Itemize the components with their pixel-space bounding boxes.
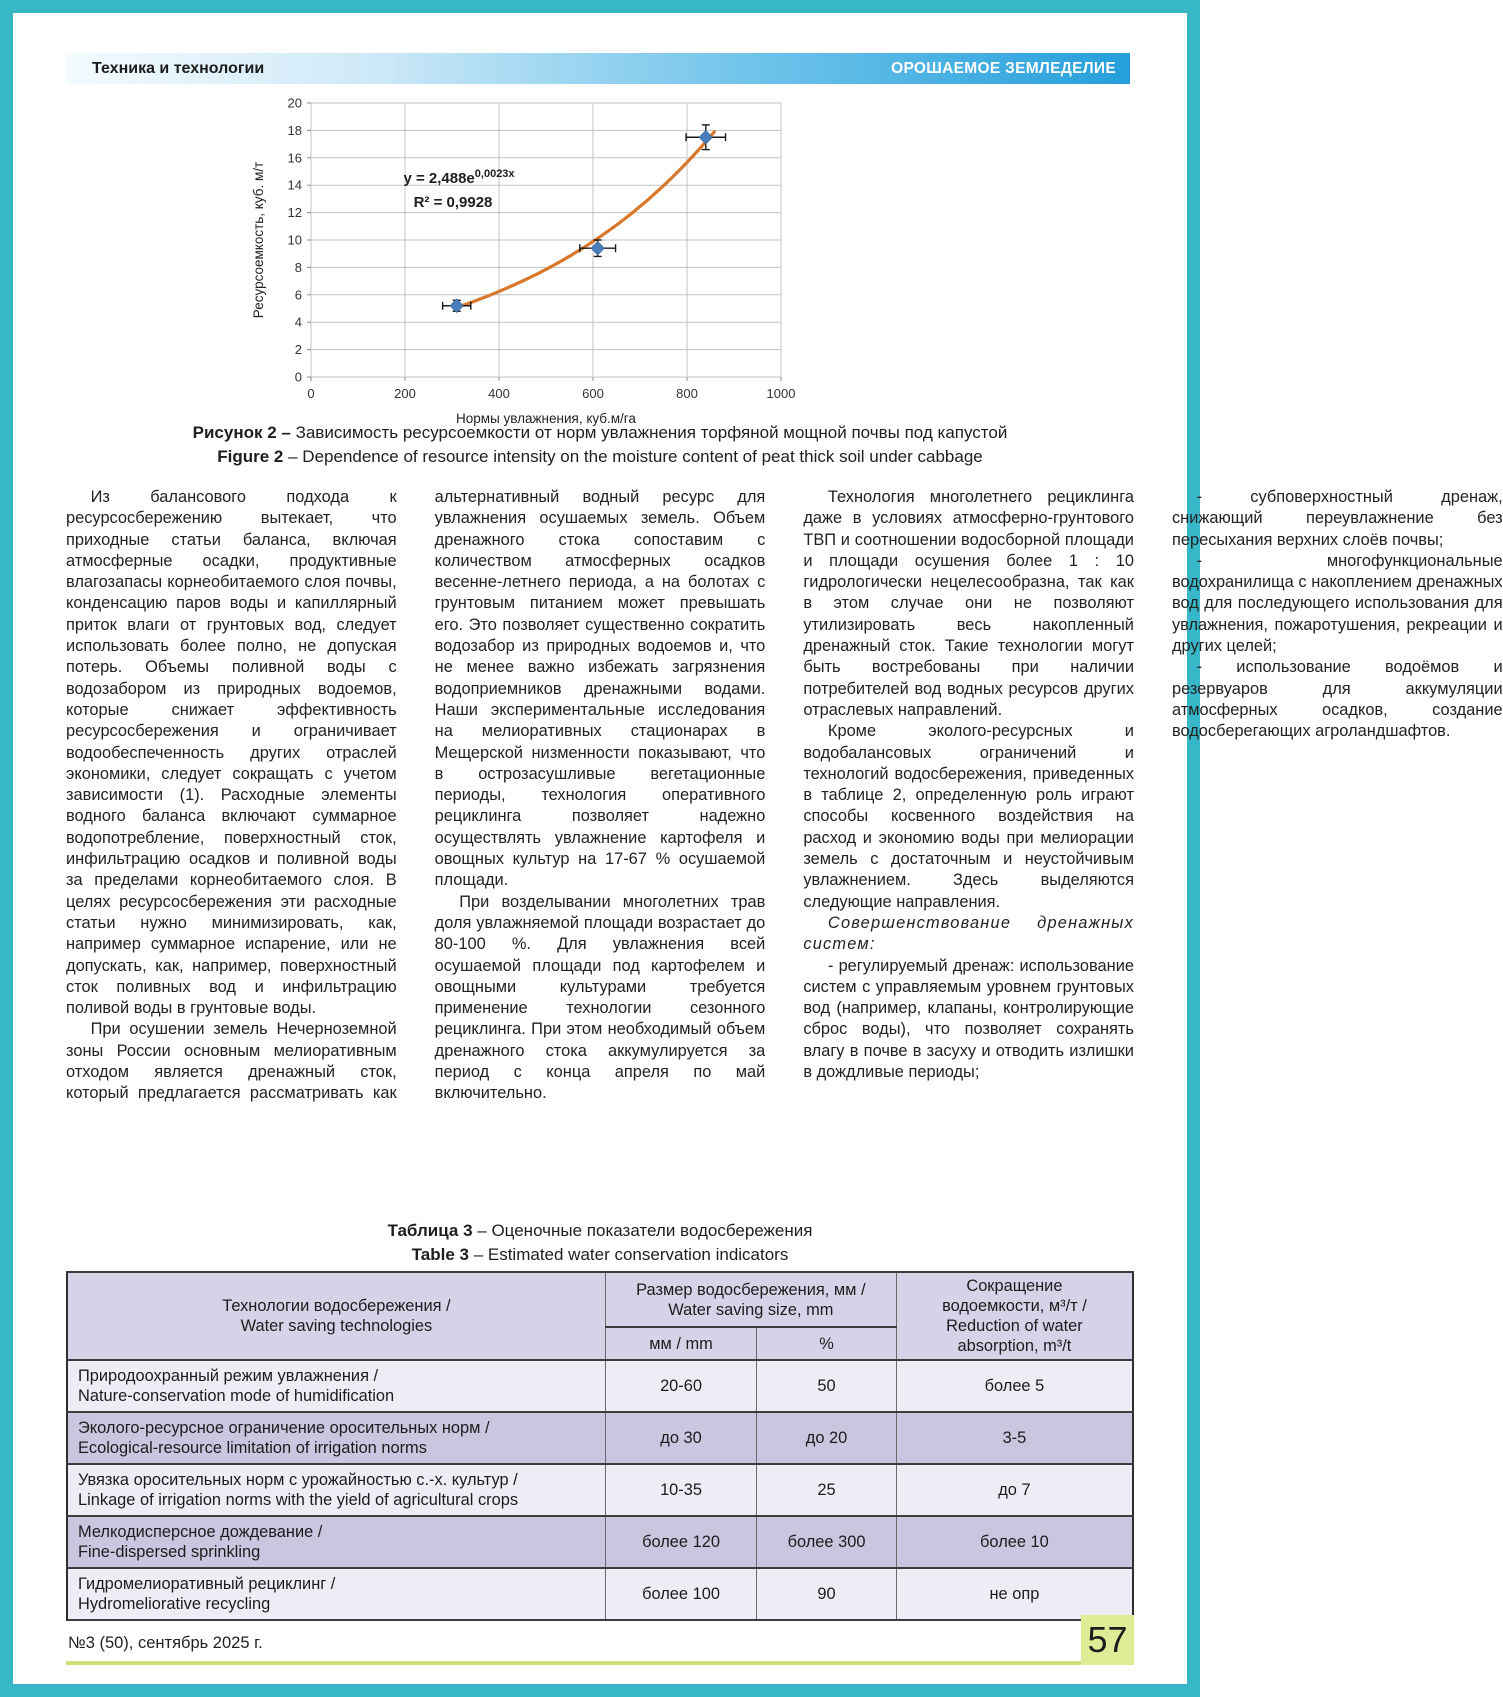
table-caption-ru — [53, 1219, 1147, 1243]
cell-technology: Эколого-ресурсное ограничение оросительных норм / Ecological-resource limitation of irrigation norms — [67, 1412, 605, 1464]
cell-mm: более 120 — [605, 1516, 756, 1568]
rubric-label: Техника и технологии — [92, 59, 265, 77]
table-row — [67, 1464, 1133, 1516]
body-paragraph: - регулируемый дренаж: использование систем с управляемым уровнем грунтовых вод (например, клапаны, контролирующие сброс воды), что позволяет сохранять влагу в почве в засуху и отводить излишки в дождливые периоды; — [803, 956, 1134, 1082]
svg-text:R² = 0,9928: R² = 0,9928 — [413, 194, 493, 211]
svg-text:1000: 1000 — [766, 386, 796, 401]
figure-chart — [247, 93, 807, 441]
table-header-saving-size: Размер водосбережения, мм / Water saving size, mm — [605, 1272, 896, 1327]
table-caption-en-text: – Estimated water conservation indicators — [468, 1245, 789, 1264]
water-saving-table — [66, 1271, 1134, 1621]
body-paragraph: - многофункциональные водохранилища с накоплением дренажных вод для последующего использования для увлажнения, пожаротушения, рекреации и других целей; — [1171, 551, 1503, 656]
cell-technology: Увязка оросительных норм с урожайностью с.-х. культур / Linkage of irrigation norms with the yield of agricultural crops — [67, 1464, 605, 1516]
footer-accent-line — [66, 1661, 1134, 1665]
svg-text:18: 18 — [287, 122, 302, 138]
table-caption — [53, 1219, 1147, 1267]
body-paragraph: При осушении земель Нечерноземной зоны России основным мелиоративным отходом является дренажный сток, который предлагается рассматривать как альтернативный водный ресурс для увлажнения осушаемых земель. Объем дренажного стока сопоставим с количеством атмосферных осадков весенне-летнего периода, а на болотах с грунтовым питанием может превышать его. Это позволяет существенно сократить водозабор из природных водоемов и, что не менее важно избежать загрязнения водоприемников дренажными водами. Наши экспериментальные исследования на мелиоративных стационарах в Мещерской низменности показывают, что в острозасушливые вегетационные периоды, технология оперативного рециклинга позволяет надежно осуществлять увлажнение картофеля и овощных культур на 17-67 % осушаемой площади. — [66, 488, 766, 1103]
figure-caption — [53, 421, 1147, 469]
cell-technology: Природоохранный режим увлажнения / Nature-conservation mode of humidification — [67, 1360, 605, 1412]
table-caption-en-label: Table 3 — [411, 1245, 469, 1264]
table-row — [67, 1360, 1133, 1412]
svg-text:y = 2,488e0,0023x: $y = 2,488e^{0,0023x}$ — [403, 168, 515, 187]
svg-text:Нормы увлажнения, куб.м/га: Нормы увлажнения, куб.м/га — [456, 411, 636, 426]
page-number: 57 — [1081, 1615, 1134, 1665]
cell-mm: до 30 — [605, 1412, 756, 1464]
body-paragraph: Из балансового подхода к ресурсосбережению вытекает, что приходные статьи баланса, включая атмосферные осадки, продуктивные влагозапасы корнеобитаемого слоя почвы, конденсацию паров воды и капиллярный приток влаги от грунтовых вод, следует использовать более полно, не допуская потерь. Объемы поливной воды с водозабором из природных водоемов, которые снижает эффективность ресурсосбережения и ограничивает водообеспеченность других отраслей экономики, следует сокращать с учетом зависимости (1). Расходные элементы водного баланса включают суммарное водопотребление, поверхностный сток, инфильтрацию осадков и поливной воды за пределами корнеобитаемого слоя. В целях ресурсосбережения эти расходные статьи нужно минимизировать, как, например суммарное испарение, или не допускать, как, например, поверхностный сток поливных вод и инфильтрацию поливой воды в грунтовые воды. — [66, 488, 397, 1018]
cell-reduction: не опр — [896, 1568, 1133, 1620]
body-paragraph: Технология многолетнего рециклинга даже в условиях атмосферно-грунтового ТВП и соотношении водосборной площади и площади осушения более 1 : 10 гидрологически нецелесообразна, так как в этом случае они не позволяют утилизировать весь накопленный дренажный сток. Такие технологии могут быть востребованы при наличии потребителей вод водных ресурсов других отраслевых направлений. — [803, 488, 1134, 719]
svg-text:0: 0 — [294, 369, 302, 385]
cell-mm: более 100 — [605, 1568, 756, 1620]
cell-reduction: до 7 — [896, 1464, 1133, 1516]
svg-text:400: 400 — [488, 386, 510, 401]
cell-percent: 25 — [757, 1464, 897, 1516]
cell-reduction: более 5 — [896, 1360, 1133, 1412]
page-body — [13, 13, 1503, 1684]
figure-caption-ru — [53, 421, 1147, 445]
svg-text:16: 16 — [287, 150, 302, 166]
cell-percent: более 300 — [757, 1516, 897, 1568]
cell-reduction: 3-5 — [896, 1412, 1133, 1464]
journal-header — [66, 53, 1130, 84]
table-caption-en — [53, 1243, 1147, 1267]
figure-caption-en — [53, 445, 1147, 469]
svg-text:10: 10 — [287, 232, 302, 248]
cell-reduction: более 10 — [896, 1516, 1133, 1568]
table-caption-ru-label: Таблица 3 — [387, 1221, 473, 1240]
cell-percent: 90 — [757, 1568, 897, 1620]
cell-percent: до 20 — [757, 1412, 897, 1464]
svg-text:2: 2 — [294, 342, 302, 358]
table-row — [67, 1516, 1133, 1568]
cell-technology: Мелкодисперсное дождевание / Fine-dispersed sprinkling — [67, 1516, 605, 1568]
scatter-chart — [247, 93, 807, 441]
svg-text:8: 8 — [294, 259, 302, 275]
cell-mm: 10-35 — [605, 1464, 756, 1516]
table-row — [67, 1412, 1133, 1464]
figure-caption-en-label: Figure 2 — [217, 447, 289, 466]
cell-percent: 50 — [757, 1360, 897, 1412]
svg-text:4: 4 — [294, 314, 302, 330]
svg-text:6: 6 — [294, 287, 302, 303]
svg-text:14: 14 — [287, 177, 302, 193]
svg-text:12: 12 — [287, 205, 302, 221]
cell-mm: 20-60 — [605, 1360, 756, 1412]
table-caption-ru-text: – Оценочные показатели водосбережения — [472, 1221, 813, 1240]
figure-caption-en-text: – Dependence of resource intensity on the moisture content of peat thick soil under cabbage — [288, 447, 983, 466]
svg-text:600: 600 — [582, 386, 604, 401]
body-paragraph: - субповерхностный дренаж, снижающий переувлажнение без пересыхания верхних слоёв почвы; — [1171, 488, 1503, 549]
table-header-technologies: Технологии водосбережения / Water saving technologies — [67, 1272, 605, 1360]
table-row — [67, 1568, 1133, 1620]
section-label: ОРОШАЕМОЕ ЗЕМЛЕДЕЛИЕ — [891, 59, 1116, 77]
body-paragraph: Кроме эколого-ресурсных и водобалансовых ограничений и технологий водосбережения, приведенных в таблице 2, определенную роль играют способы косвенного воздействия на расход и экономию воды при мелиорации земель с достаточным и неустойчивым увлажнением. Здесь выделяются следующие направления. — [803, 722, 1134, 911]
svg-text:800: 800 — [676, 386, 698, 401]
body-paragraph: При возделывании многолетних трав доля увлажняемой площади возрастает до 80-100 %. Для увлажнения всей осушаемой площади под картофелем и овощными культурами требуется применение технологии сезонного рециклинга. При этом необходимый объем дренажного стока аккумулируется за период с конца апреля по май включительно. — [434, 892, 766, 1103]
body-paragraph: - использование водоёмов и резервуаров для аккумуляции атмосферных осадков, создание водосберегающих агроландшафтов. — [1171, 658, 1503, 741]
svg-text:200: 200 — [394, 386, 416, 401]
figure-caption-ru-label: Рисунок 2 – — [192, 423, 296, 442]
svg-text:Ресурсоемкость, куб. м/т: Ресурсоемкость, куб. м/т — [251, 161, 266, 319]
table-subheader-percent: % — [757, 1327, 897, 1360]
body-paragraph: Совершенствование дренажных систем: — [803, 913, 1134, 954]
svg-text:20: 20 — [287, 95, 302, 111]
article-text-columns — [66, 487, 1503, 1121]
figure-caption-ru-text: Зависимость ресурсоемкости от норм увлажнения торфяной мощной почвы под капустой — [295, 423, 1008, 442]
table-header-reduction: Сокращение водоемкости, м³/т / Reduction of water absorption, m³/t — [896, 1272, 1133, 1360]
cell-technology: Гидромелиоративный рециклинг / Hydromeliorative recycling — [67, 1568, 605, 1620]
svg-text:0: 0 — [307, 386, 315, 401]
issue-label: №3 (50), сентябрь 2025 г. — [68, 1634, 263, 1652]
table-subheader-mm: мм / mm — [605, 1327, 756, 1360]
